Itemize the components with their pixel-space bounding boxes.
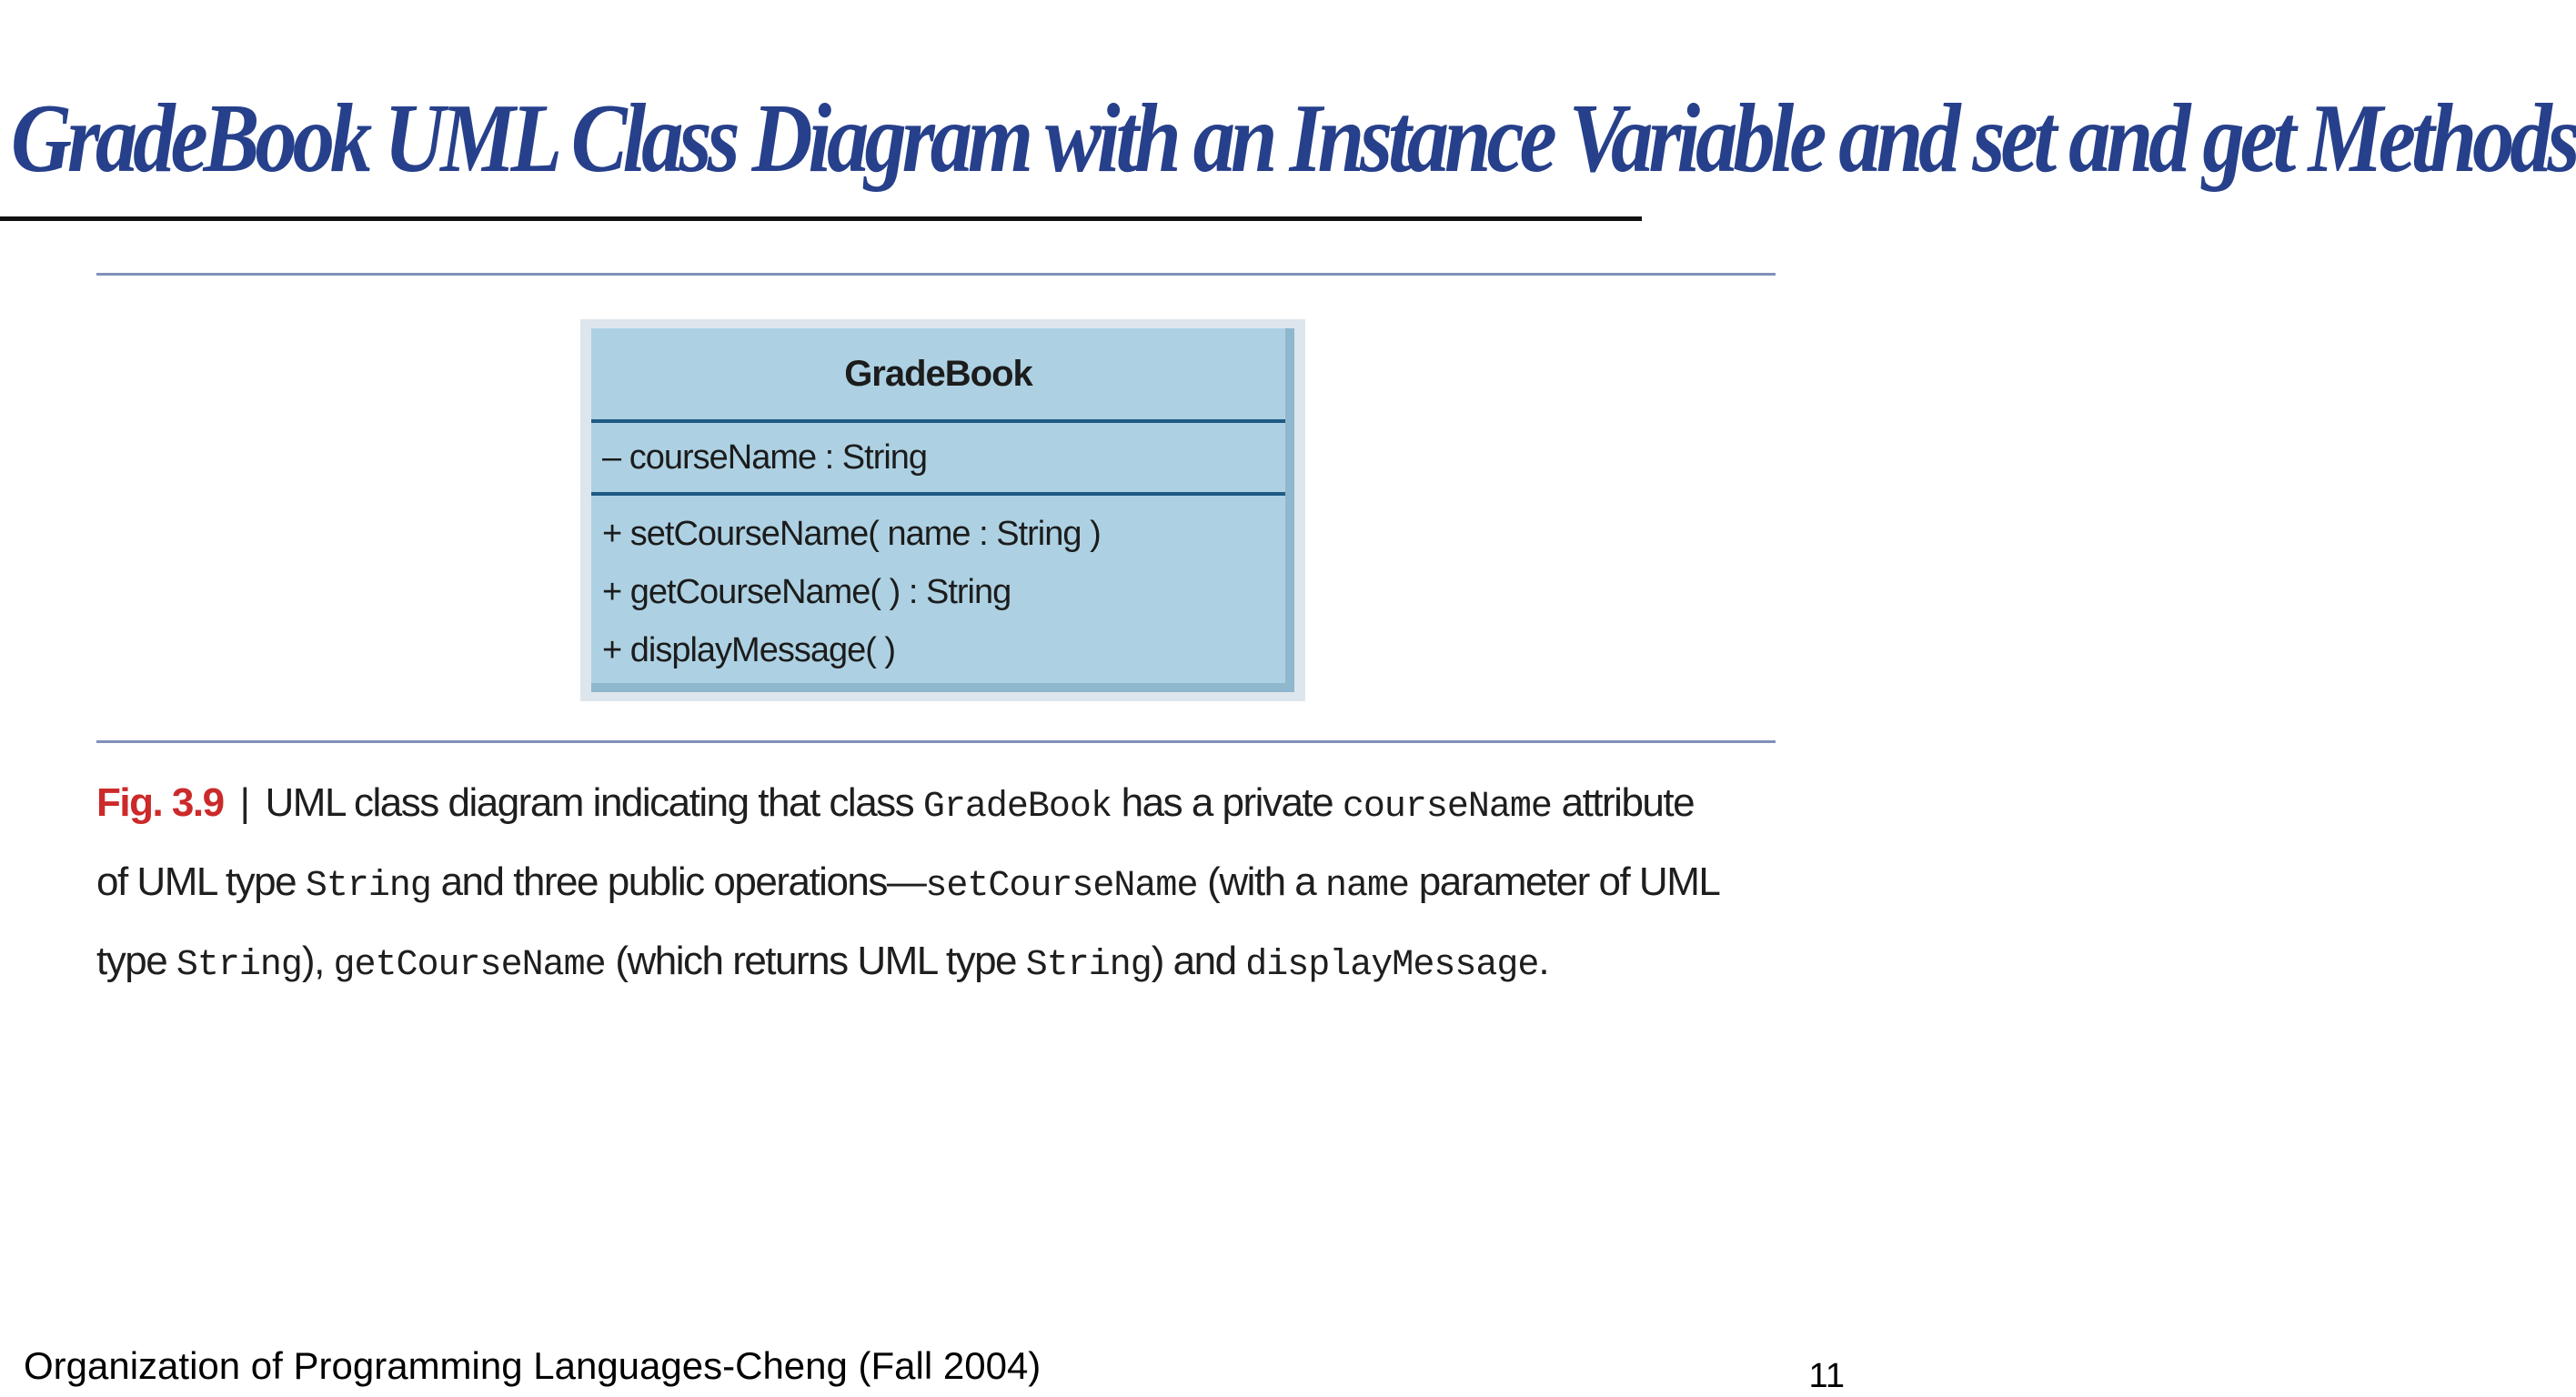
figure-label: Fig. 3.9	[96, 780, 224, 825]
caption-text: .	[1538, 939, 1549, 983]
caption-code: GradeBook	[922, 787, 1112, 828]
caption-text: parameter of UML type	[96, 859, 1718, 983]
caption-code: String	[176, 945, 302, 986]
title-underline	[0, 216, 1642, 221]
caption-text: has a private	[1111, 780, 1343, 825]
caption-text: ) and	[1151, 939, 1246, 983]
caption-code: String	[305, 866, 431, 907]
figure-separator: |	[239, 780, 249, 825]
figure-bottom-rule	[96, 740, 1776, 743]
caption-code: courseName	[1342, 787, 1552, 828]
caption-text: ),	[301, 939, 334, 983]
uml-class-name: GradeBook	[844, 354, 1032, 394]
caption-code: String	[1025, 945, 1152, 986]
caption-code: name	[1325, 866, 1410, 907]
page-number: 11	[1808, 1357, 1845, 1395]
uml-operation: + displayMessage( )	[602, 631, 896, 669]
slide-footer: Organization of Programming Languages-Cheng (Fall 2004)	[24, 1344, 1041, 1387]
uml-attribute: – courseName : String	[602, 438, 928, 477]
caption-code: displayMessage	[1245, 945, 1539, 986]
caption-text: (with a	[1197, 859, 1325, 904]
caption-code: getCourseName	[333, 945, 606, 986]
caption-text: (which returns UML type	[605, 939, 1026, 983]
uml-operation: + getCourseName( ) : String	[602, 573, 1011, 611]
caption-text: UML class diagram indicating that class	[265, 780, 923, 825]
caption-text: and three public operations—	[430, 859, 926, 904]
caption-text: attribute of UML type	[96, 780, 1695, 904]
uml-class-box	[591, 328, 1294, 692]
slide-title: GradeBook UML Class Diagram with an Instance Variable and set and get Methods	[11, 85, 2576, 193]
figure-top-rule	[96, 273, 1776, 276]
figure-caption	[96, 766, 1725, 1003]
uml-operations	[591, 496, 1285, 679]
caption-code: setCourseName	[925, 866, 1198, 907]
uml-operation: + setCourseName( name : String )	[602, 515, 1101, 553]
